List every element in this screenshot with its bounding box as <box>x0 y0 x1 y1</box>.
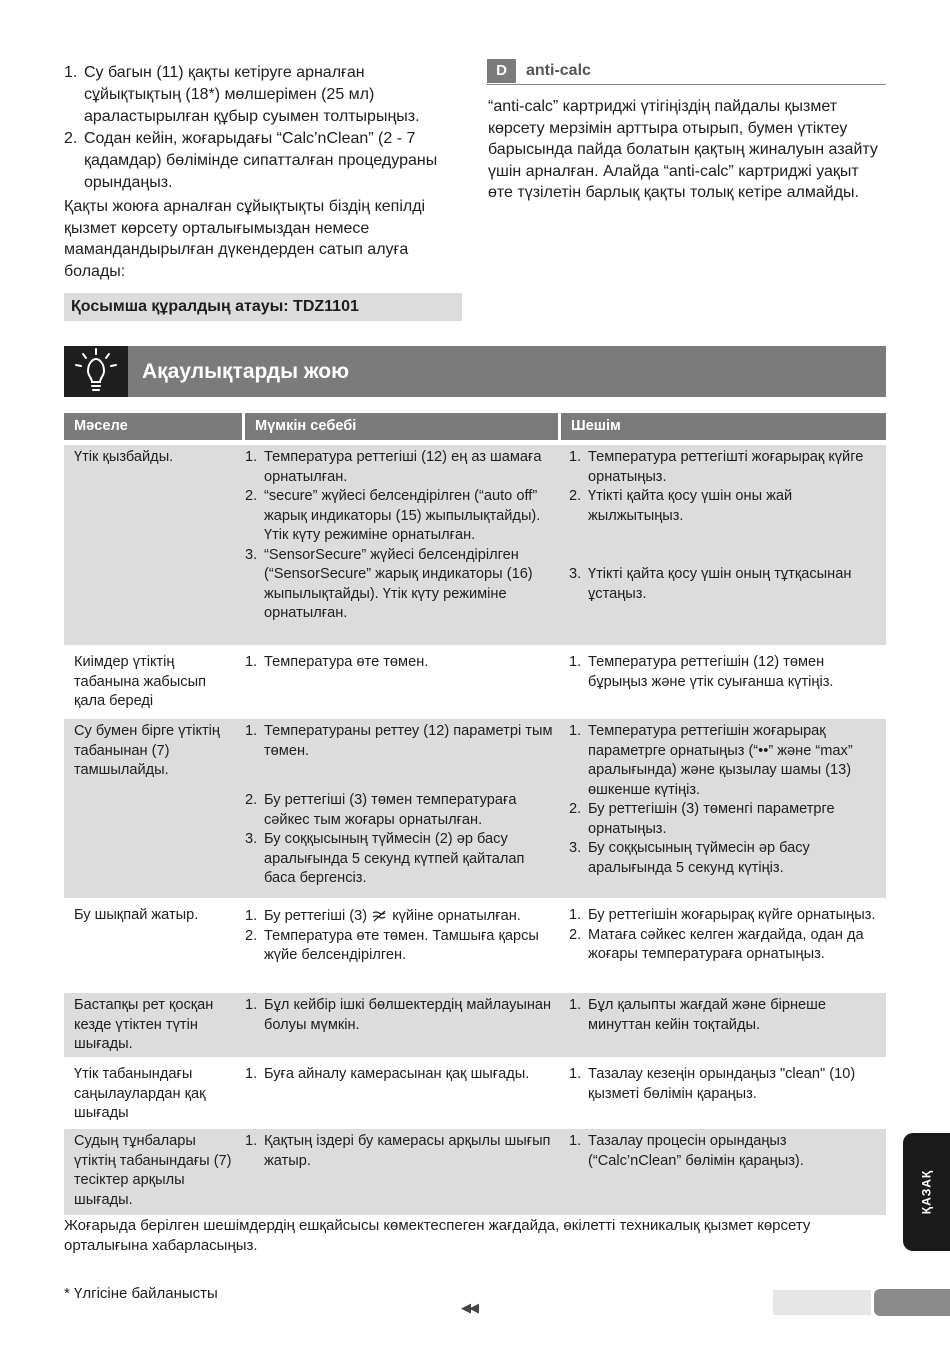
header-cause: Мүмкін себебі <box>255 418 357 434</box>
back-arrows-icon[interactable]: ◀◀ <box>461 1300 477 1315</box>
solution-cell <box>569 1065 881 1104</box>
section-letter-badge: D <box>487 59 516 83</box>
section-title: Ақаулықтарды жою <box>142 360 350 383</box>
list-item: 1. Тазалау кезеңін орындаңыз "clean" (10) қызметі бөлімін қараңыз. <box>569 1066 856 1102</box>
list-item: 1. Температура өте төмен. <box>245 654 429 670</box>
troubleshooting-table <box>64 413 886 1215</box>
purchase-paragraph: Қақты жоюға арналған сұйықтықты біздің кепілді қызмет көрсету орталығымыздан немесе мамандандырылған дүкендерден сатып алуға болады: <box>64 198 426 280</box>
step-2: 2. Содан кейін, жоғарыдағы “Calc’nClean” (2 - 7 қадамдар) бөлімінде сипатталған процедураны орындаңыз. <box>64 130 438 191</box>
table-row <box>64 993 886 1057</box>
troubleshooting-header <box>64 346 886 397</box>
list-item: 1. Буға айналу камерасынан қақ шығады. <box>245 1066 530 1082</box>
language-tab-label: ҚАЗАҚ <box>919 1169 934 1215</box>
list-item: 2. “secure” жүйесі белсендірілген (“auto off” жарық индикаторы (15) жыпылықтайды). Үтік күту режиміне орнатылған. <box>245 488 541 543</box>
cause-cell <box>245 1132 555 1171</box>
table-row <box>64 1129 886 1215</box>
problem-cell: Су бумен бірге үтіктің табанынан (7) тамшылайды. <box>74 723 220 778</box>
anti-calc-paragraph: “anti-calc” картриджі үтігіңіздің пайдалы қызмет көрсету мерзімін арттыра отырып, бумен үтіктеу барысында пайда болатын қақтың жиналуын азайту үшін арналған. Алайда “anti-calc” картриджі уақыт өте түзілетін барлық қақты толық кетіре алмайды. <box>488 98 878 202</box>
header-problem: Мәселе <box>74 418 128 434</box>
solution-cell <box>569 653 881 692</box>
cause-cell <box>245 1065 555 1085</box>
list-item: 1. Температура реттегіші (12) ең аз шамаға орнатылған. <box>245 449 542 485</box>
list-item: 3. Үтікті қайта қосу үшін оның тұтқасынан ұстаңыз. <box>569 566 852 602</box>
cause-cell <box>245 907 555 966</box>
anti-calc-title: anti-calc <box>526 62 591 79</box>
anti-calc-heading <box>487 59 886 85</box>
header-solution: Шешім <box>571 418 621 434</box>
table-header-row <box>64 413 886 440</box>
steam-off-symbol-icon <box>371 910 388 922</box>
problem-cell: Судың тұнбалары үтіктің табанындағы (7) тесіктер арқылы шығады. <box>74 1133 232 1208</box>
cause-cell <box>245 653 555 673</box>
cause-cell <box>245 996 555 1035</box>
list-item: 1. Температураны реттеу (12) параметрі тым төмен. <box>245 723 553 759</box>
lightbulb-icon <box>64 346 128 397</box>
language-tab[interactable] <box>903 1133 950 1251</box>
list-item: 2. Матаға сәйкес келген жағдайда, одан да жоғары температураға орнатыңыз. <box>569 926 864 962</box>
solution-cell <box>569 906 881 965</box>
table-row <box>64 903 886 988</box>
problem-cell: Үтік табанындағы саңылаулардан қақ шығады <box>74 1066 206 1121</box>
list-item: 2. Бу реттегішін (3) төменгі параметрге орнатыңыз. <box>569 801 835 837</box>
problem-cell: Киімдер үтіктің табанына жабысып қала береді <box>74 654 206 709</box>
table-row <box>64 445 886 645</box>
problem-cell: Бастапқы рет қосқан кезде үтіктен түтін шығады. <box>74 997 214 1052</box>
list-item: 1. Бұл кейбір ішкі бөлшектердің майлауынан болуы мүмкін. <box>245 997 552 1033</box>
list-item: 3. “SensorSecure” жүйесі белсендірілген (“SensorSecure” жарық индикаторы (16) жыпылықтайды). Үтік күту режиміне орнатылған. <box>245 546 533 621</box>
list-item: 3. Бу соққысының түймесін (2) әр басу аралығында 5 секунд күтпей қайталап баса бергенсіз. <box>245 831 525 886</box>
solution-cell <box>569 1132 881 1171</box>
step-1: 1. Су багын (11) қақты кетіруге арналған сұйықтықтың (18*) мөлшерімен (25 мл) араластырылған құбыр суымен толтырыңыз. <box>64 64 420 125</box>
solution-cell <box>569 448 881 604</box>
problem-cell: Үтік қызбайды. <box>74 449 174 465</box>
cause-cell <box>245 448 555 624</box>
list-item: 1. Қақтың іздері бу камерасы арқылы шығып жатыр. <box>245 1133 551 1169</box>
solution-cell <box>569 722 881 878</box>
table-row <box>64 719 886 898</box>
cause-cell <box>245 722 555 889</box>
list-item: 2. Бу реттегіші (3) төмен температураға сәйкес тым жоғары орнатылған. <box>245 792 517 828</box>
list-item: 1. Температура реттегішін (12) төмен бұрыңыз және үтік суығанша күтіңіз. <box>569 654 834 690</box>
list-item: 1. Бу реттегішін жоғарырақ күйге орнатыңыз. <box>569 907 876 923</box>
model-footnote: * Үлгісіне байланысты <box>64 1285 218 1302</box>
descaling-steps <box>64 62 464 194</box>
problem-cell: Бу шықпай жатыр. <box>74 907 199 923</box>
accessory-name-box: Қосымша құралдың атауы: TDZ1101 <box>64 293 462 321</box>
page-bar-light <box>773 1290 871 1315</box>
table-row <box>64 650 886 714</box>
list-item: 1. Бұл қалыпты жағдай және бірнеше минуттан кейін тоқтайды. <box>569 997 826 1033</box>
table-row <box>64 1062 886 1124</box>
service-center-note: Жоғарыда берілген шешімдердің ешқайсысы көмектеспеген жағдайда, өкілетті техникалық қызмет көрсету орталығына хабарласыңыз. <box>64 1217 811 1254</box>
list-item: 1. Температура реттегішін жоғарырақ параметрге орнатыңыз (“••” және “max” аралығында) және қызылау шамы (13) өшкенше күтіңіз. <box>569 723 853 798</box>
page-bar-dark <box>874 1289 950 1316</box>
list-item: 1. Температура реттегішті жоғарырақ күйге орнатыңыз. <box>569 449 864 485</box>
list-item: 3. Бу соққысының түймесін әр басу аралығында 5 секунд күтіңіз. <box>569 840 810 876</box>
list-item: 1. Бу реттегіші (3) күйіне орнатылған. <box>245 908 521 924</box>
list-item: 2. Үтікті қайта қосу үшін оны жай жылжытыңыз. <box>569 488 793 524</box>
solution-cell <box>569 996 881 1035</box>
list-item: 1. Тазалау процесін орындаңыз (“Calc’nClean” бөлімін қараңыз). <box>569 1133 804 1169</box>
list-item: 2. Температура өте төмен. Тамшыға қарсы жүйе белсендірілген. <box>245 927 539 963</box>
